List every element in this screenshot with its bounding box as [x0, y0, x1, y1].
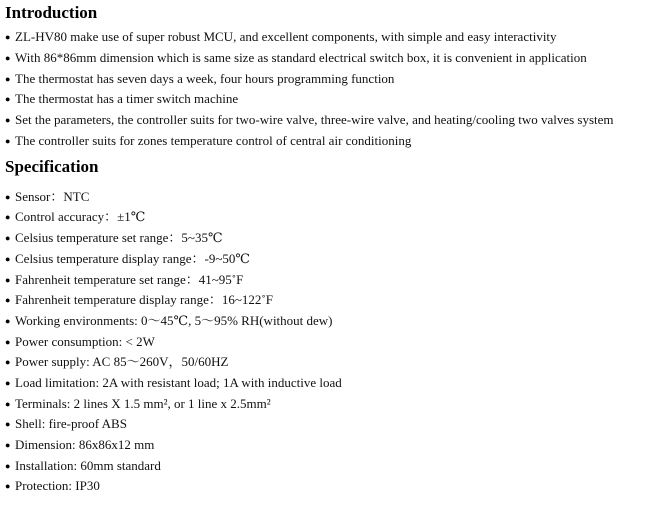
list-item-text: Celsius temperature set range：5~35℃ — [15, 230, 223, 246]
list-item — [5, 435, 665, 456]
list-item — [5, 456, 665, 477]
list-item-text: Power consumption: < 2W — [15, 333, 155, 349]
bullet-icon: ● — [5, 315, 11, 326]
list-item-text: Dimension: 86x86x12 mm — [15, 437, 155, 453]
bullet-icon: ● — [5, 336, 11, 347]
list-item — [5, 352, 665, 373]
list-item — [5, 131, 665, 152]
list-item — [5, 476, 665, 497]
bullet-icon: ● — [5, 52, 11, 63]
bullet-icon: ● — [5, 73, 11, 84]
bullet-icon: ● — [5, 253, 11, 264]
list-item — [5, 373, 665, 394]
bullet-icon: ● — [5, 274, 11, 285]
list-item — [5, 48, 665, 69]
bullet-icon: ● — [5, 398, 11, 409]
bullet-icon: ● — [5, 481, 11, 492]
bullet-icon: ● — [5, 135, 11, 146]
bullet-icon: ● — [5, 377, 11, 388]
list-item — [5, 249, 665, 270]
specification-list — [5, 187, 665, 497]
introduction-list — [5, 27, 665, 152]
list-item — [5, 270, 665, 291]
list-item — [5, 290, 665, 311]
list-item-text: Fahrenheit temperature set range：41~95˚F — [15, 271, 244, 287]
bullet-icon: ● — [5, 233, 11, 244]
list-item — [5, 207, 665, 228]
list-item-text: Celsius temperature display range：-9~50℃ — [15, 250, 250, 266]
list-item — [5, 187, 665, 208]
introduction-heading: Introduction — [5, 3, 98, 22]
bullet-icon: ● — [5, 94, 11, 105]
list-item-text: Installation: 60mm standard — [15, 457, 161, 473]
bullet-icon: ● — [5, 212, 11, 223]
bullet-icon: ● — [5, 115, 11, 126]
bullet-icon: ● — [5, 460, 11, 471]
list-item-text: Set the parameters, the controller suits for two-wire valve, three-wire valve, and heating/cooling two valves system — [15, 112, 614, 128]
bullet-icon: ● — [5, 32, 11, 42]
list-item-text: With 86*86mm dimension which is same size as standard electrical switch box, it is convenient in application — [15, 49, 587, 65]
list-item-text: Working environments: 0～45℃, 5～95% RH(without dew) — [15, 312, 333, 328]
list-item-text: The thermostat has a timer switch machine — [15, 91, 239, 107]
bullet-icon: ● — [5, 440, 11, 451]
list-item — [5, 332, 665, 353]
list-item-text: Load limitation: 2A with resistant load; 1A with inductive load — [15, 374, 342, 390]
list-item — [5, 414, 665, 435]
list-item — [5, 394, 665, 415]
list-item-text: Sensor：NTC — [15, 188, 90, 204]
list-item — [5, 228, 665, 249]
list-item-text: Control accuracy：±1℃ — [15, 209, 146, 225]
list-item-text: Fahrenheit temperature display range：16~122˚F — [15, 292, 273, 308]
list-item-text: ZL-HV80 make use of super robust MCU, and excellent components, with simple and easy interactivity — [15, 29, 557, 44]
list-item-text: Protection: IP30 — [15, 478, 100, 494]
specification-heading: Specification — [5, 156, 99, 176]
list-item-text: Power supply: AC 85～260V，50/60HZ — [15, 354, 229, 370]
list-item-text: Shell: fire-proof ABS — [15, 416, 127, 432]
bullet-icon: ● — [5, 357, 11, 368]
bullet-icon: ● — [5, 419, 11, 430]
list-item-text: Terminals: 2 lines X 1.5 mm², or 1 line x 2.5mm² — [15, 395, 271, 411]
list-item — [5, 27, 665, 48]
list-item — [5, 89, 665, 110]
list-item — [5, 311, 665, 332]
list-item-text: The controller suits for zones temperature control of central air conditioning — [15, 132, 412, 148]
product-description — [5, 0, 665, 497]
bullet-icon: ● — [5, 295, 11, 306]
bullet-icon: ● — [5, 191, 11, 202]
list-item-text: The thermostat has seven days a week, four hours programming function — [15, 70, 395, 86]
list-item — [5, 110, 665, 131]
list-item — [5, 69, 665, 90]
